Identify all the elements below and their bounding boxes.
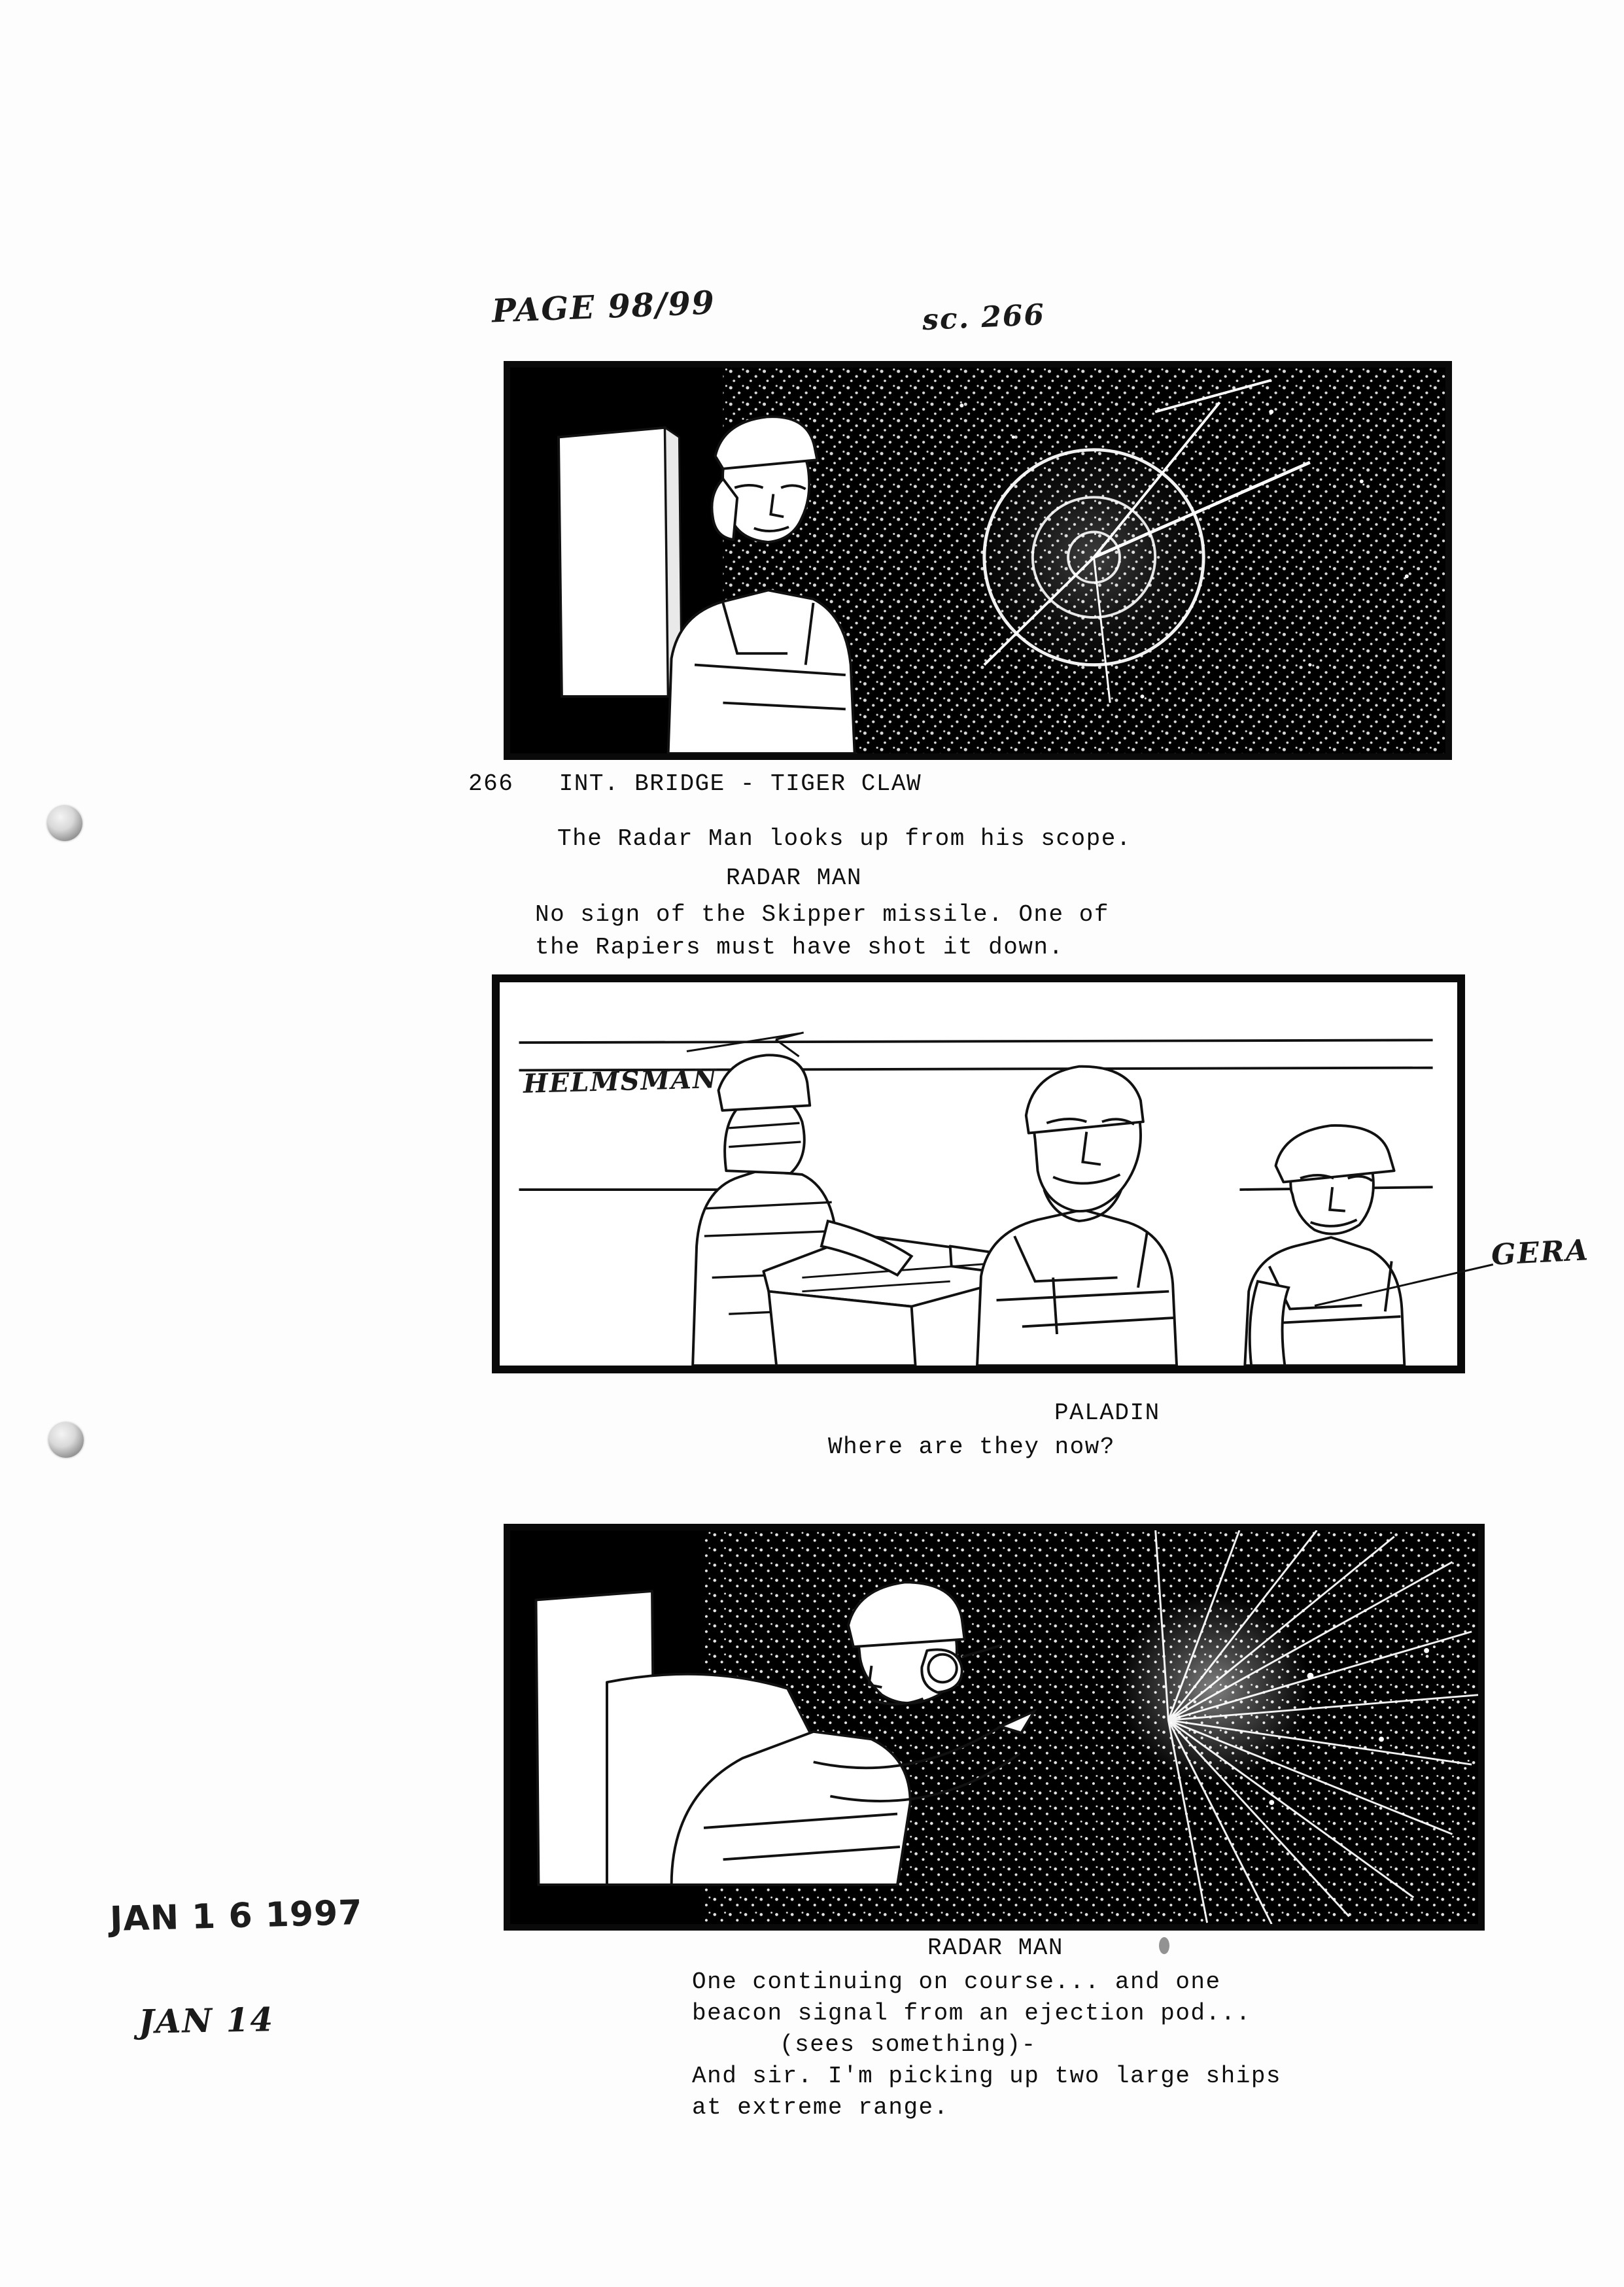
date-stamp-received: JAN 1 6 1997 — [109, 1893, 364, 1940]
panel-3-parenthetical: (sees something)- — [780, 2031, 1037, 2058]
panel-1-art — [510, 368, 1445, 753]
handwritten-date: JAN 14 — [138, 2000, 275, 2041]
panel-3-dialogue-line-5: at extreme range. — [692, 2094, 949, 2121]
storyboard-panel-3 — [504, 1524, 1485, 1931]
storyboard-panel-2 — [492, 974, 1465, 1373]
handwritten-label-gera: GERA — [1490, 1233, 1591, 1272]
ink-smudge — [1159, 1937, 1169, 1954]
handwritten-scene-note: sc. 266 — [921, 298, 1046, 337]
panel-3-illustration — [510, 1530, 1478, 1924]
panel-2-character: PALADIN — [1054, 1400, 1160, 1426]
panel-1-dialogue-line-2: the Rapiers must have shot it down. — [535, 934, 1064, 961]
panel-2-art — [500, 982, 1457, 1366]
panel-1-illustration — [510, 368, 1445, 753]
panel-1-slug-text: INT. BRIDGE - TIGER CLAW — [559, 770, 922, 797]
handwritten-label-helmsman: HELMSMAN — [523, 1063, 719, 1099]
punch-hole-top — [47, 806, 82, 841]
panel-1-character: RADAR MAN — [726, 865, 862, 891]
panel-2-illustration — [500, 982, 1457, 1366]
panel-3-dialogue-line-4: And sir. I'm picking up two large ships — [692, 2063, 1282, 2089]
panel-1-action: The Radar Man looks up from his scope. — [557, 825, 1132, 852]
handwritten-page-note: PAGE 98/99 — [491, 283, 716, 330]
punch-hole-bottom — [48, 1422, 84, 1458]
panel-1-slug-number: 266 — [468, 770, 514, 797]
panel-3-dialogue-line-1: One continuing on course... and one — [692, 1969, 1221, 1995]
panel-3-art — [510, 1530, 1478, 1924]
panel-1-slugline — [468, 770, 922, 797]
panel-3-character: RADAR MAN — [927, 1934, 1063, 1961]
panel-3-dialogue-line-2: beacon signal from an ejection pod... — [692, 2000, 1251, 2027]
panel-2-dialogue-line-1: Where are they now? — [828, 1434, 1115, 1460]
storyboard-panel-1 — [504, 361, 1452, 760]
panel-1-dialogue-line-1: No sign of the Skipper missile. One of — [535, 901, 1109, 928]
